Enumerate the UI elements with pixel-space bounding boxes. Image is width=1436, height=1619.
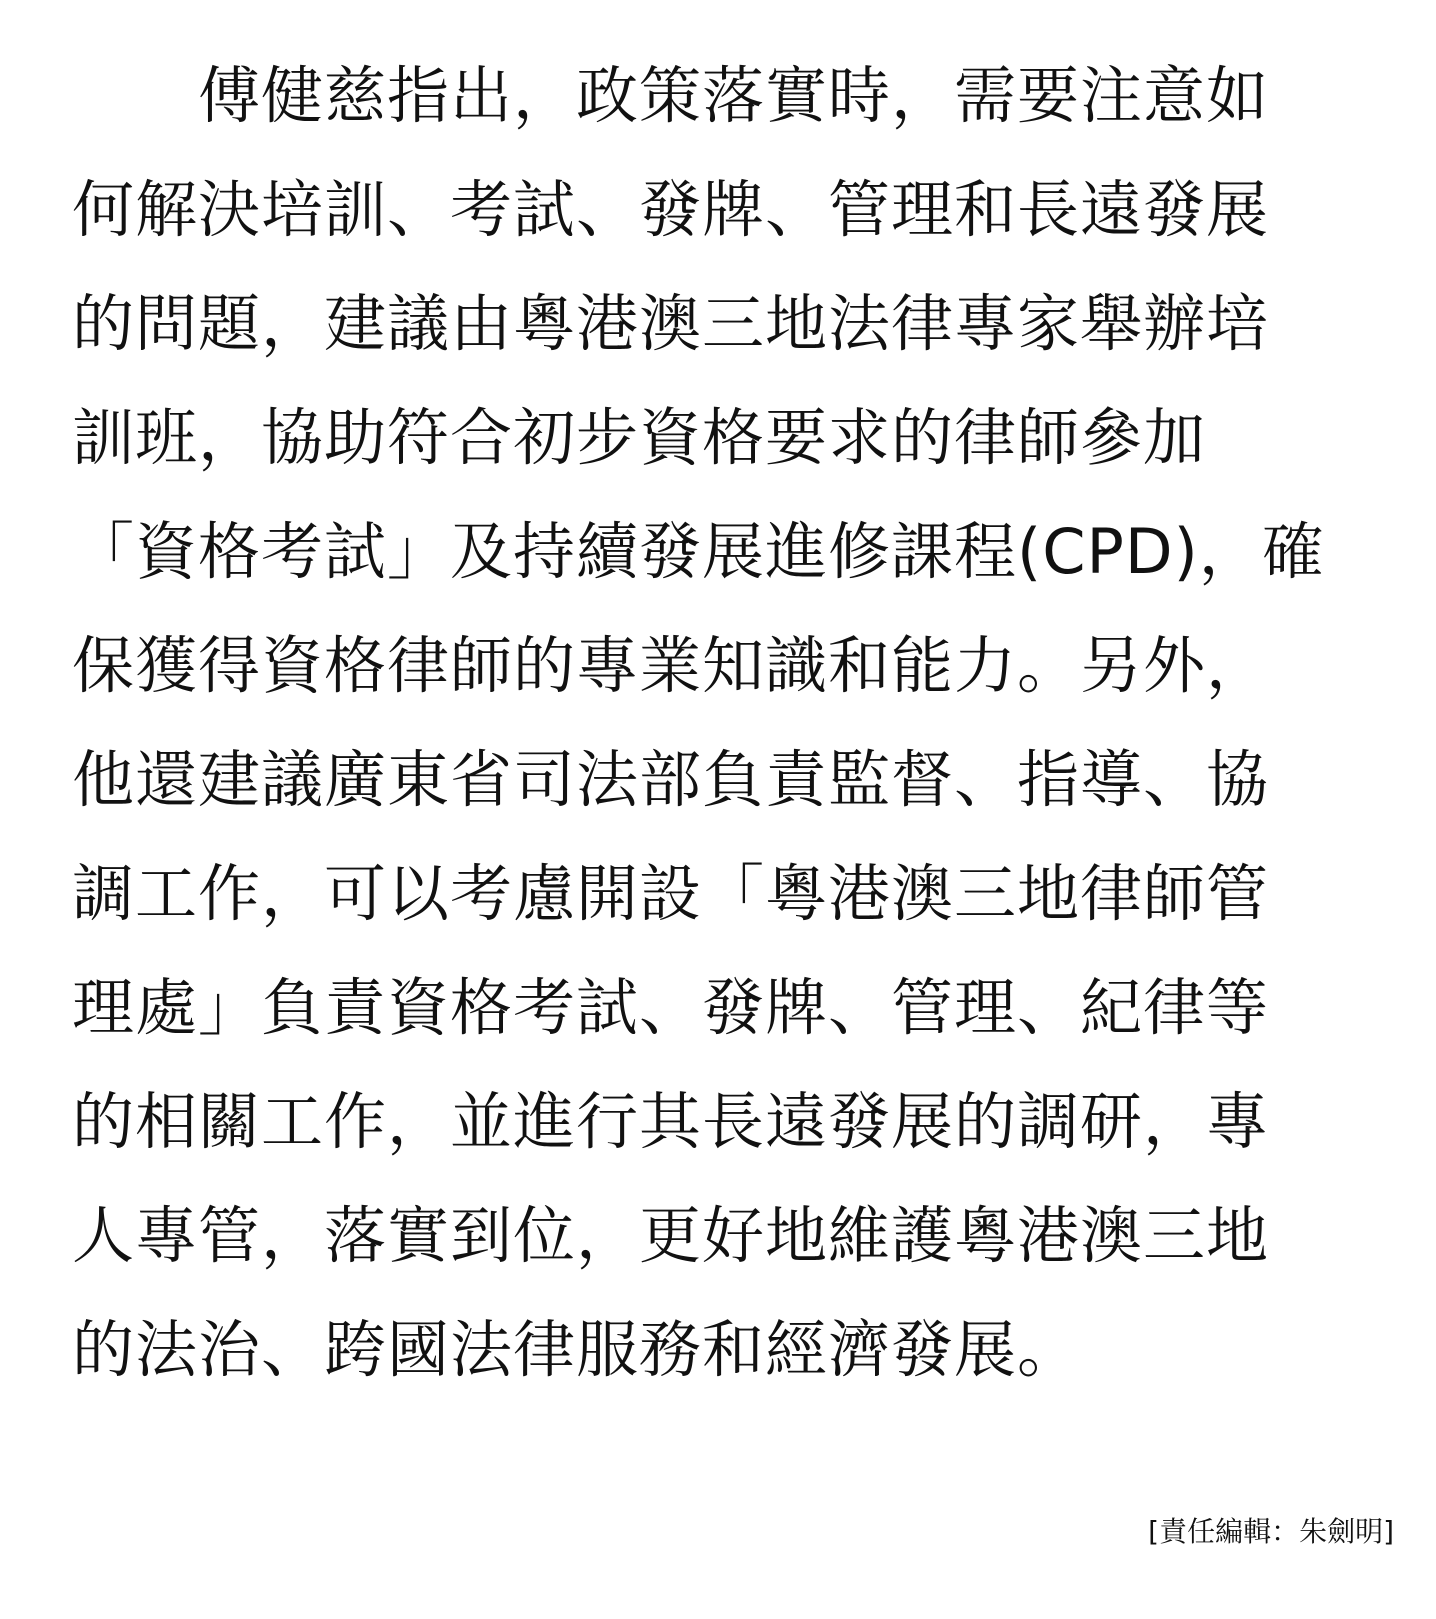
paragraph-line: 何解決培訓、考試、發牌、管理和長遠發展 <box>72 173 1270 246</box>
paragraph-line: 保獲得資格律師的專業知識和能力。另外， <box>72 629 1270 702</box>
paragraph-line: 的相關工作，並進行其長遠發展的調研，專 <box>72 1085 1270 1158</box>
paragraph-line: 「資格考試」及持續發展進修課程(CPD)，確 <box>72 515 1325 588</box>
paragraph-line: 調工作，可以考慮開設「粵港澳三地律師管 <box>72 857 1270 930</box>
paragraph-line: 訓班，協助符合初步資格要求的律師參加 <box>72 401 1207 474</box>
paragraph-line: 人專管，落實到位，更好地維護粵港澳三地 <box>72 1199 1270 1272</box>
paragraph-line: 理處」負責資格考試、發牌、管理、紀律等 <box>72 971 1270 1044</box>
paragraph-line: 的法治、跨國法律服務和經濟發展。 <box>72 1313 1081 1386</box>
paragraph-line: 他還建議廣東省司法部負責監督、指導、協 <box>72 743 1270 816</box>
editor-credit: [責任編輯：朱劍明] <box>1148 1515 1394 1548</box>
paragraph-line: 的問題，建議由粵港澳三地法律專家舉辦培 <box>72 287 1270 360</box>
paragraph-line: 傅健慈指出，政策落實時，需要注意如 <box>72 59 1270 132</box>
